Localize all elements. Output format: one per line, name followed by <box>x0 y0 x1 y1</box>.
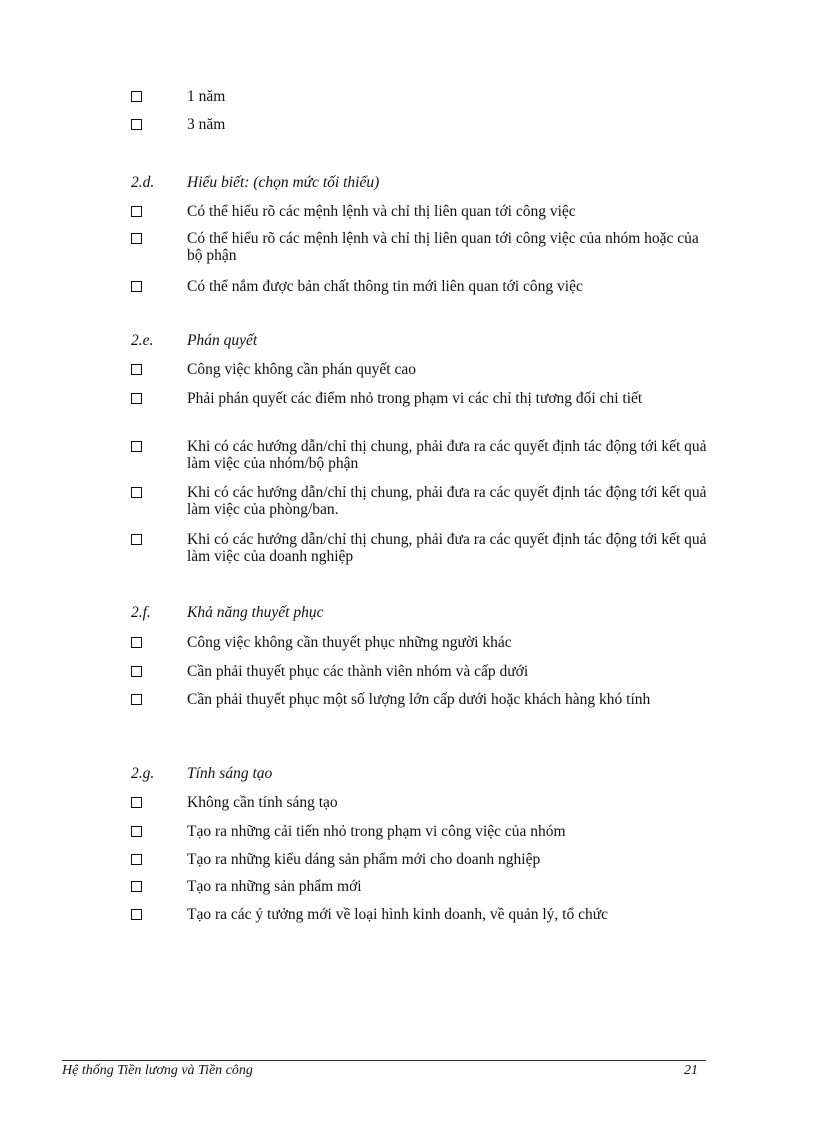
option-text: Công việc không cần thuyết phục những người khác <box>187 634 512 651</box>
footer-title: Hệ thống Tiền lương và Tiền công <box>62 1063 253 1078</box>
option-text: Cần phải thuyết phục một số lượng lớn cấp dưới hoặc khách hàng khó tính <box>187 691 651 708</box>
option-text: Tạo ra các ý tưởng mới về loại hình kinh doanh, về quản lý, tổ chức <box>187 906 609 923</box>
checkbox[interactable] <box>131 487 142 498</box>
option-text: Không cần tính sáng tạo <box>187 794 338 811</box>
section-number: 2.d. <box>131 174 155 191</box>
option-text: Có thể hiểu rõ các mệnh lệnh và chỉ thị liên quan tới công việc của nhóm hoặc của bộ phận <box>187 230 699 264</box>
footer-divider <box>62 1060 706 1061</box>
checkbox[interactable] <box>131 91 142 102</box>
option-text: 3 năm <box>187 116 226 133</box>
checkbox[interactable] <box>131 826 142 837</box>
option-text: 1 năm <box>187 88 226 105</box>
option-text: Phải phán quyết các điểm nhỏ trong phạm vi các chỉ thị tương đối chi tiết <box>187 390 643 407</box>
section-number: 2.f. <box>131 604 151 621</box>
checkbox[interactable] <box>131 364 142 375</box>
checkbox[interactable] <box>131 881 142 892</box>
section-title: Phán quyết <box>187 332 258 349</box>
option-text: Khi có các hướng dẫn/chỉ thị chung, phải đưa ra các quyết định tác động tới kết quả làm việc của phòng/ban. <box>187 484 707 518</box>
checkbox[interactable] <box>131 233 142 244</box>
checkbox[interactable] <box>131 909 142 920</box>
option-text: Tạo ra những sản phẩm mới <box>187 878 362 895</box>
checkbox[interactable] <box>131 666 142 677</box>
checkbox[interactable] <box>131 393 142 404</box>
checkbox[interactable] <box>131 694 142 705</box>
checkbox[interactable] <box>131 797 142 808</box>
option-text: Công việc không cần phán quyết cao <box>187 361 416 378</box>
section-title: Hiểu biết: (chọn mức tối thiểu) <box>187 174 380 191</box>
section-title: Tính sáng tạo <box>187 765 273 782</box>
checkbox[interactable] <box>131 281 142 292</box>
page-number: 21 <box>684 1063 698 1078</box>
checkbox[interactable] <box>131 854 142 865</box>
checkbox[interactable] <box>131 534 142 545</box>
option-text: Tạo ra những cải tiến nhỏ trong phạm vi công việc của nhóm <box>187 823 566 840</box>
option-text: Có thể nắm được bản chất thông tin mới liên quan tới công việc <box>187 278 583 295</box>
section-number: 2.g. <box>131 765 155 782</box>
option-text: Tạo ra những kiểu dáng sản phẩm mới cho doanh nghiệp <box>187 851 541 868</box>
checkbox[interactable] <box>131 637 142 648</box>
option-text: Khi có các hướng dẫn/chỉ thị chung, phải đưa ra các quyết định tác động tới kết quả làm việc của doanh nghiệp <box>187 531 707 565</box>
section-title: Khả năng thuyết phục <box>187 604 324 621</box>
option-text: Cần phải thuyết phục các thành viên nhóm và cấp dưới <box>187 663 529 680</box>
option-text: Có thể hiểu rõ các mệnh lệnh và chỉ thị liên quan tới công việc <box>187 203 576 220</box>
checkbox[interactable] <box>131 441 142 452</box>
checkbox[interactable] <box>131 119 142 130</box>
checkbox[interactable] <box>131 206 142 217</box>
option-text: Khi có các hướng dẫn/chỉ thị chung, phải đưa ra các quyết định tác động tới kết quả làm việc của nhóm/bộ phận <box>187 438 707 472</box>
section-number: 2.e. <box>131 332 154 349</box>
